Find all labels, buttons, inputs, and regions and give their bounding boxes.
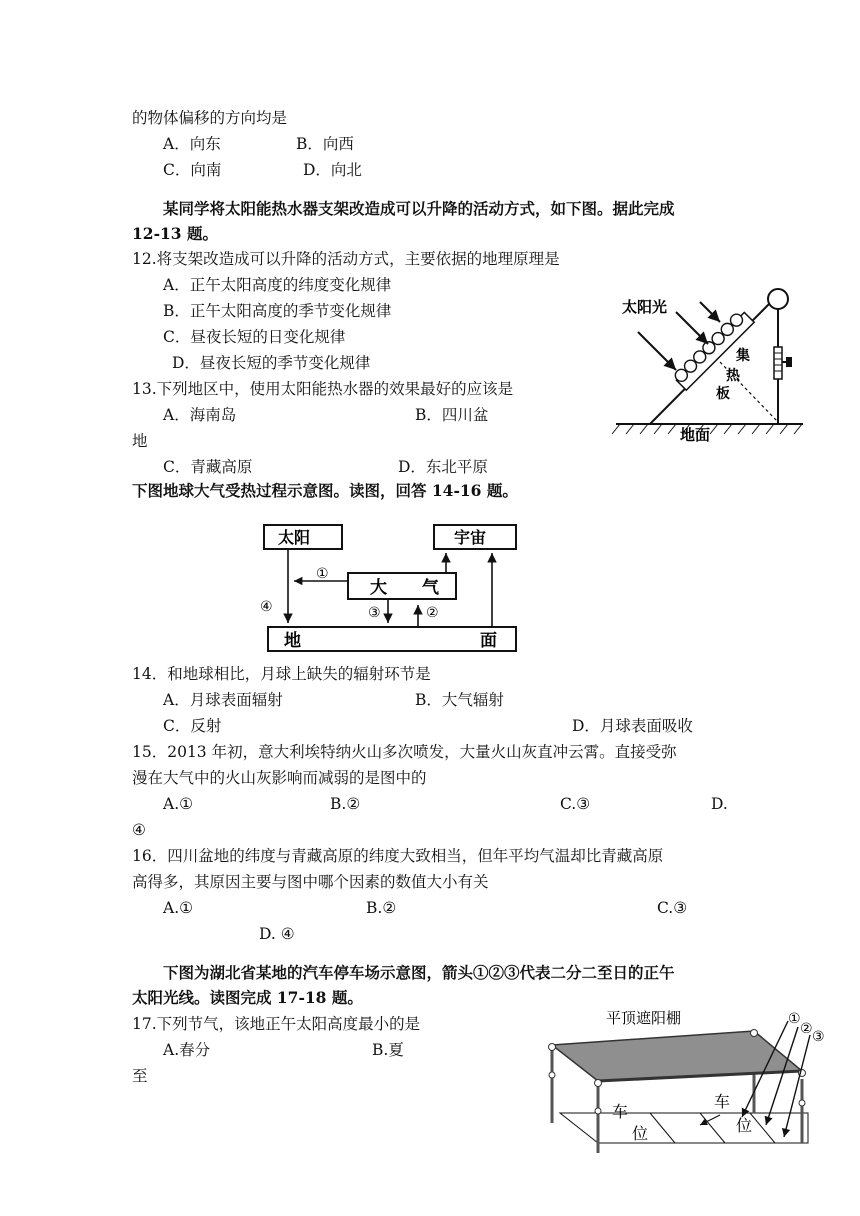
question-15-cont: 漫在大气中的火山灰影响而减弱的是图中的 (132, 769, 427, 787)
option-c: C．昼夜长短的日变化规律 (163, 328, 346, 346)
option-b: B.② (330, 795, 361, 813)
option-b: B．大气辐射 (415, 691, 504, 709)
section-intro: 下图地球大气受热过程示意图。读图，回答 14-16 题。 (132, 481, 518, 500)
option-d: D. (711, 795, 728, 813)
slot-label-3: 车 (714, 1092, 731, 1111)
mark-1: ① (316, 566, 329, 582)
mark-3: ③ (368, 605, 381, 621)
question-15: 15．2013 年初，意大利埃特纳火山多次喷发，大量火山灰直冲云霄。直接受弥 (132, 743, 677, 761)
collector-label-1: 集 (736, 348, 750, 364)
option-b: B．四川盆 (415, 406, 489, 424)
ray-mark-1: ① (788, 1011, 801, 1027)
question-16-cont: 高得多，其原因主要与图中哪个因素的数值大小有关 (132, 873, 489, 891)
ground-label-2: 面 (480, 631, 497, 651)
section-intro: 某同学将太阳能热水器支架改造成可以升降的活动方式，如下图。据此完成 (163, 199, 675, 218)
option-c: C．反射 (163, 717, 222, 735)
option-a: A．向东 (163, 135, 221, 153)
option-d: D. ④ (259, 925, 295, 943)
shade-label: 平顶遮阳棚 (606, 1009, 682, 1027)
section-intro-cont: 太阳光线。读图完成 17-18 题。 (132, 988, 363, 1007)
option-c: C．向南 (163, 161, 222, 179)
collector-label-2: 热 (726, 368, 740, 384)
collector-label-3: 板 (716, 386, 730, 402)
mark-2: ② (426, 605, 439, 621)
option-b: B．正午太阳高度的季节变化规律 (163, 302, 392, 320)
option-c: C.③ (560, 795, 591, 813)
section-intro-cont: 12-13 题。 (132, 224, 218, 243)
question-13: 13.下列地区中，使用太阳能热水器的效果最好的应该是 (132, 380, 514, 398)
option-a: A．月球表面辐射 (163, 691, 283, 709)
space-box-label: 宇宙 (454, 528, 487, 547)
option-b-wrap: 至 (132, 1067, 148, 1085)
atmosphere-label-2: 气 (422, 578, 439, 598)
option-b: B.② (366, 899, 397, 917)
ray-mark-3: ③ (812, 1029, 825, 1045)
mark-4: ④ (260, 599, 273, 615)
option-d: D．向北 (303, 161, 362, 179)
option-d-wrap: ④ (132, 821, 146, 839)
sunlight-label: 太阳光 (622, 298, 668, 316)
question-stem-line: 的物体偏移的方向均是 (132, 109, 288, 127)
slot-label-1: 车 (612, 1102, 629, 1121)
option-d: D．月球表面吸收 (572, 717, 693, 735)
option-c: C.③ (657, 899, 688, 917)
section-intro: 下图为湖北省某地的汽车停车场示意图，箭头①②③代表二分二至日的正午 (163, 963, 675, 982)
option-a: A．海南岛 (163, 406, 237, 424)
option-b-wrap: 地 (132, 432, 148, 450)
option-d: D．昼夜长短的季节变化规律 (172, 354, 371, 372)
option-a: A.① (163, 899, 194, 917)
option-c: C．青藏高原 (163, 458, 253, 476)
ray-mark-2: ② (800, 1021, 813, 1037)
option-a: A．正午太阳高度的纬度变化规律 (163, 276, 392, 294)
slot-label-2: 位 (632, 1124, 649, 1143)
sun-box-label: 太阳 (278, 528, 311, 547)
atmosphere-heating-diagram (258, 515, 523, 655)
ground-label: 地面 (680, 426, 711, 442)
question-14: 14．和地球相比，月球上缺失的辐射环节是 (132, 665, 431, 683)
question-12: 12.将支架改造成可以升降的活动方式，主要依据的地理原理是 (132, 250, 560, 268)
option-b: B.夏 (372, 1041, 404, 1059)
ground-label-1: 地 (284, 631, 301, 651)
option-d: D．东北平原 (398, 458, 488, 476)
solar-heater-diagram (608, 282, 808, 442)
parking-lot-diagram (540, 1005, 840, 1165)
question-17: 17.下列节气，该地正午太阳高度最小的是 (132, 1015, 421, 1033)
slot-label-4: 位 (736, 1116, 753, 1135)
option-a: A.① (163, 795, 194, 813)
option-b: B．向西 (296, 135, 354, 153)
question-16: 16．四川盆地的纬度与青藏高原的纬度大致相当，但年平均气温却比青藏高原 (132, 847, 664, 865)
atmosphere-label-1: 大 (370, 578, 387, 598)
option-a: A.春分 (163, 1041, 211, 1059)
